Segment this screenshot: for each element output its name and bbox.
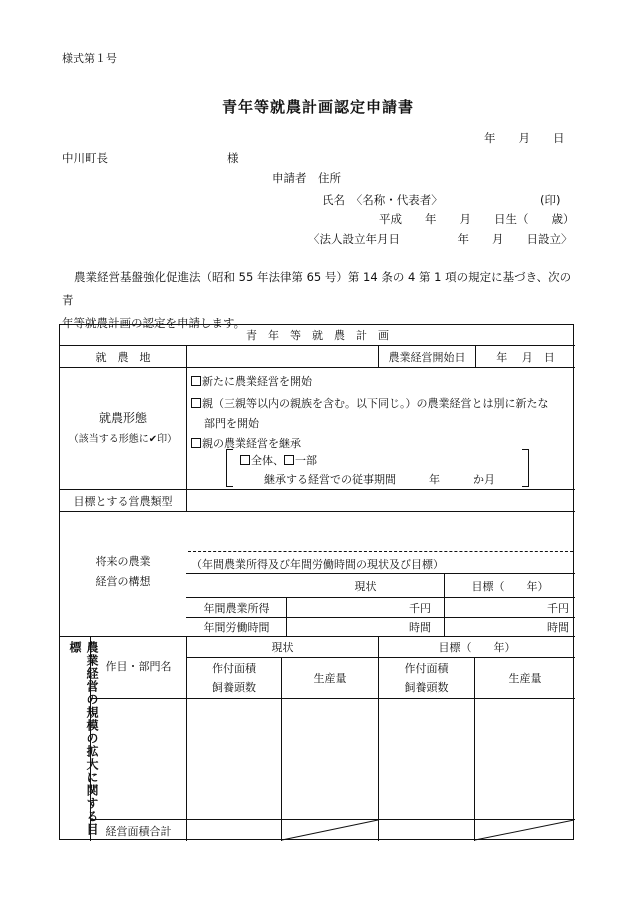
seal-mark: (印) <box>540 193 561 207</box>
farming-form-note: （該当する形態に✔印） <box>68 433 178 445</box>
income-hours-heading: （年間農業所得及び年間労働時間の現状及び目標） <box>191 558 444 571</box>
total-area-label: 経営面積合計 <box>105 824 172 838</box>
table-heading: 青 年 等 就 農 計 画 <box>246 329 389 342</box>
form-number: 様式第１号 <box>62 52 117 65</box>
unit-hours-current: 時間 <box>409 621 431 634</box>
scope-part-text: 一部 <box>295 454 317 467</box>
inherit-period: 継承する経営での従事期間 年 か月 <box>264 473 495 486</box>
scale-target-header: 目標（ 年） <box>438 641 516 654</box>
future-vision-label-1: 将来の農業 <box>95 555 151 568</box>
total-diagonal-lines <box>60 325 575 841</box>
start-date-label: 農業経営開始日 <box>388 350 466 364</box>
unit-hours-target: 時間 <box>547 621 569 634</box>
scale-current-header: 現状 <box>271 641 294 654</box>
option-new-farming-text: 新たに農業経営を開始 <box>202 375 312 388</box>
start-date-value[interactable]: 年 月 日 <box>496 350 555 364</box>
annual-income-label: 年間農業所得 <box>203 601 270 615</box>
scope-all-text: 全体、 <box>251 454 284 467</box>
crop-division-label: 作目・部門名 <box>105 660 172 673</box>
applicant-name-label: 氏名 〈名称・代表者〉 <box>322 193 443 207</box>
target-area-label-2: 飼養頭数 <box>404 681 449 694</box>
unit-yen-current: 千円 <box>409 601 431 615</box>
submission-date: 年 月 日 <box>484 131 565 145</box>
annual-hours-label: 年間労働時間 <box>203 621 270 634</box>
statement-line-2: 年等就農計画の認定を申請します。 <box>62 316 246 330</box>
birth-date-line: 平成 年 月 日生（ 歳） <box>379 212 575 226</box>
target-area-label-1: 作付面積 <box>404 662 449 675</box>
diagonal-current-production <box>282 820 378 840</box>
option-separate-division-text: 親（三親等以内の親族を含む。以下同じ。）の農業経営とは別に新たな <box>202 397 549 410</box>
option-separate-division-cont: 部門を開始 <box>204 417 259 430</box>
target-year-header: 目標（ 年） <box>471 579 549 593</box>
current-area-label-1: 作付面積 <box>212 662 256 675</box>
farm-location-label: 就 農 地 <box>95 350 151 364</box>
applicant-address-label: 申請者 住所 <box>272 171 341 185</box>
addressee-suffix: 様 <box>227 151 239 165</box>
target-production-header: 生産量 <box>508 672 542 685</box>
corporation-date-line: 〈法人設立年月日 年 月 日設立〉 <box>308 232 573 246</box>
future-vision-label-2: 経営の構想 <box>95 575 151 588</box>
farming-form-label: 就農形態 <box>98 410 147 425</box>
current-production-header: 生産量 <box>313 672 347 685</box>
farming-plan-table <box>59 324 574 840</box>
scale-expansion-label: 農業経営の規模の拡大に関する目標 <box>68 641 99 836</box>
current-header: 現状 <box>354 579 377 593</box>
target-type-label: 目標とする営農類型 <box>73 494 173 508</box>
option-inherit-text: 親の農業経営を継承 <box>202 437 301 450</box>
current-area-label-2: 飼養頭数 <box>212 681 256 694</box>
diagonal-target-production <box>475 820 574 840</box>
statement-line-1: 農業経営基盤強化促進法（昭和 55 年法律第 65 号）第 14 条の 4 第 1 項の規定に基づき、次の青 <box>62 270 572 307</box>
addressee: 中川町長 <box>62 151 108 165</box>
unit-yen-target: 千円 <box>547 601 569 615</box>
document-title: 青年等就農計画認定申請書 <box>222 98 415 116</box>
